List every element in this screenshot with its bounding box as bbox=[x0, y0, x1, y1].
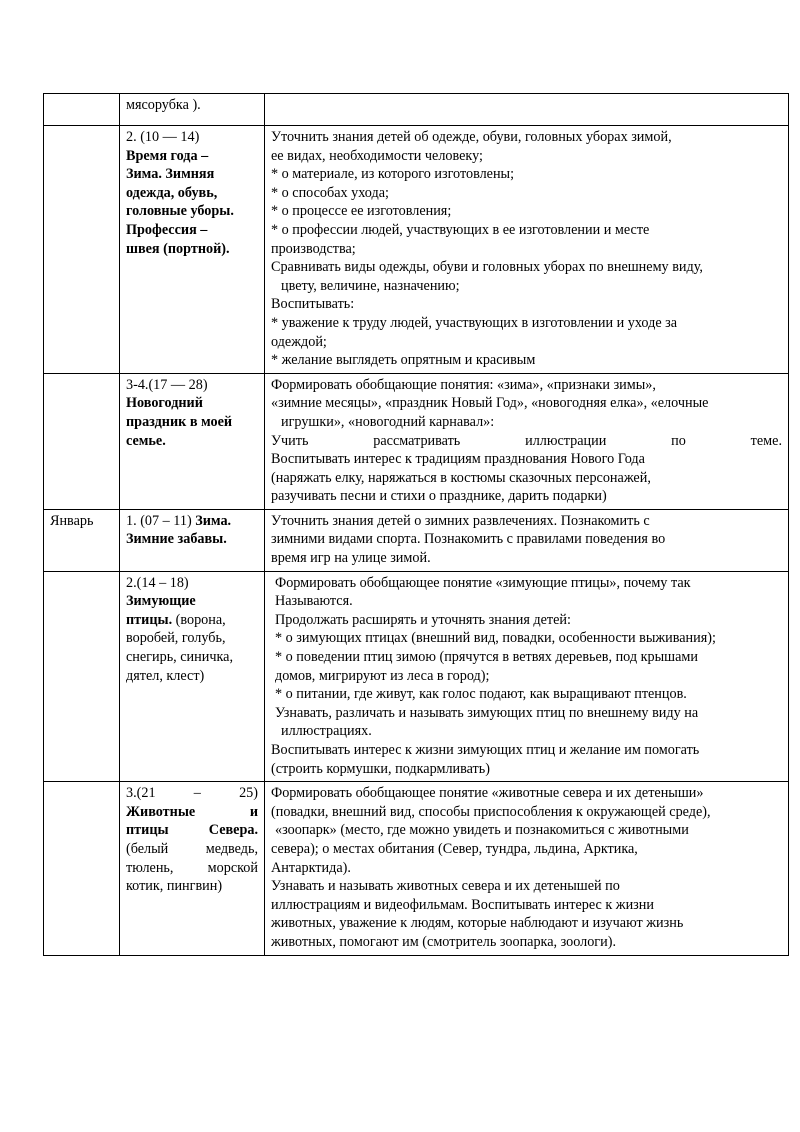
goal-line: цвету, величине, назначению; bbox=[281, 277, 460, 294]
topic-title: птицы Севера. bbox=[126, 822, 258, 839]
goal-line: Антарктида). bbox=[271, 859, 351, 876]
topic-cell bbox=[120, 126, 265, 374]
goal-line: Узнавать, различать и называть зимующих птиц по внешнему виду на bbox=[275, 704, 699, 721]
topic-title: Зима. bbox=[195, 512, 232, 529]
topic-title: семье. bbox=[126, 432, 166, 449]
goals-cell bbox=[265, 782, 789, 955]
topic-cell bbox=[120, 373, 265, 509]
goal-line: разучивать песни и стихи о празднике, дарить подарки) bbox=[271, 488, 607, 505]
month-cell bbox=[44, 509, 120, 571]
topic-cell bbox=[120, 509, 265, 571]
goal-line: Формировать обобщающее понятие «зимующие птицы», почему так bbox=[275, 574, 691, 591]
topic-text: тюлень, морской bbox=[126, 859, 258, 876]
goal-line: время игр на улице зимой. bbox=[271, 550, 431, 567]
goal-line: (строить кормушки, подкармливать) bbox=[271, 760, 490, 777]
goal-line: Уточнить знания детей об одежде, обуви, головных уборах зимой, bbox=[271, 129, 672, 145]
topic-dates: 2.(14 – 18) bbox=[126, 574, 189, 591]
topic-dates: 1. (07 – 11) bbox=[126, 512, 192, 529]
topic-title: птицы. bbox=[126, 611, 173, 628]
table-row bbox=[44, 126, 789, 374]
goal-line: производства; bbox=[271, 240, 356, 257]
goal-line: * о материале, из которого изготовлены; bbox=[271, 166, 515, 183]
month-cell bbox=[44, 782, 120, 955]
table-row bbox=[44, 94, 789, 126]
goal-line: Воспитывать интерес к жизни зимующих птиц и желание им помогать bbox=[271, 742, 700, 758]
topic-cell bbox=[120, 94, 265, 126]
table-row bbox=[44, 571, 789, 782]
topic-text: котик, пингвин) bbox=[126, 878, 223, 895]
topic-cell bbox=[120, 571, 265, 782]
goals-cell bbox=[265, 373, 789, 509]
goal-line: * о поведении птиц зимою (прячутся в ветвях деревьев, под крышами bbox=[275, 649, 698, 666]
goal-line: Формировать обобщающие понятия: «зима», «признаки зимы», bbox=[271, 376, 656, 393]
topic-title: одежда, обувь, bbox=[126, 184, 218, 201]
goals-cell bbox=[265, 571, 789, 782]
goals-cell bbox=[265, 94, 789, 126]
topic-title: Зимующие bbox=[126, 593, 196, 610]
lesson-plan-table bbox=[43, 93, 789, 956]
month-cell bbox=[44, 94, 120, 126]
goal-line: игрушки», «новогодний карнавал»: bbox=[281, 413, 495, 430]
topic-text: мясорубка ). bbox=[126, 97, 201, 113]
goal-line: Продолжать расширять и уточнять знания детей: bbox=[275, 611, 571, 628]
goal-line: * желание выглядеть опрятным и красивым bbox=[271, 352, 536, 369]
table-row bbox=[44, 509, 789, 571]
goal-line: * о профессии людей, участвующих в ее изготовлении и месте bbox=[271, 221, 650, 238]
goal-line: зимними видами спорта. Познакомить с правилами поведения во bbox=[271, 531, 666, 548]
topic-title: головные уборы. bbox=[126, 203, 234, 220]
topic-text: (ворона, bbox=[175, 611, 226, 628]
table-row bbox=[44, 782, 789, 955]
goal-line: * уважение к труду людей, участвующих в изготовлении и уходе за bbox=[271, 314, 678, 331]
topic-dates: 3-4.(17 — 28) bbox=[126, 376, 208, 393]
goal-line: ее видах, необходимости человеку; bbox=[271, 147, 483, 164]
goal-line: животных, уважение к людям, которые наблюдают и изучают жизнь bbox=[271, 915, 684, 932]
goal-line: одеждой; bbox=[271, 333, 327, 350]
topic-title: Зимние забавы. bbox=[126, 531, 227, 548]
month-cell bbox=[44, 571, 120, 782]
topic-text: снегирь, синичка, bbox=[126, 649, 233, 666]
month-cell bbox=[44, 126, 120, 374]
goal-line: Узнавать и называть животных севера и их детенышей по bbox=[271, 878, 620, 895]
topic-dates: 2. (10 — 14) bbox=[126, 129, 200, 145]
goal-line: иллюстрациях. bbox=[281, 723, 372, 740]
goal-line: Учить рассматривать иллюстрации по теме. bbox=[271, 432, 782, 449]
goal-line: * о способах ухода; bbox=[271, 184, 389, 201]
goal-line: Сравнивать виды одежды, обуви и головных уборах по внешнему виду, bbox=[271, 259, 703, 276]
goals-cell bbox=[265, 509, 789, 571]
month-cell bbox=[44, 373, 120, 509]
table-row bbox=[44, 373, 789, 509]
topic-dates: 3.(21 – 25) bbox=[126, 785, 258, 802]
topic-title: праздник в моей bbox=[126, 413, 233, 430]
goal-line: Формировать обобщающее понятие «животные севера и их детеныши» bbox=[271, 785, 704, 802]
month-label: Январь bbox=[50, 512, 94, 529]
topic-title: Зима. Зимняя bbox=[126, 166, 215, 183]
goal-line: (наряжать елку, наряжаться в костюмы сказочных персонажей, bbox=[271, 469, 651, 486]
goal-line: севера); о местах обитания (Север, тундра, льдина, Арктика, bbox=[271, 840, 638, 857]
topic-text: дятел, клест) bbox=[126, 667, 205, 684]
topic-title: Новогодний bbox=[126, 395, 203, 412]
goal-line: Называются. bbox=[275, 593, 353, 610]
goal-line: * о питании, где живут, как голос подают, как выращивают птенцов. bbox=[275, 686, 687, 703]
topic-title: Животные и bbox=[126, 803, 258, 820]
topic-title: Профессия – bbox=[126, 221, 208, 238]
topic-title: швея (портной). bbox=[126, 240, 230, 257]
topic-title: Время года – bbox=[126, 147, 209, 164]
topic-cell bbox=[120, 782, 265, 955]
goal-line: иллюстрациям и видеофильмам. Воспитывать интерес к жизни bbox=[271, 896, 654, 913]
goal-line: Уточнить знания детей о зимних развлечениях. Познакомить с bbox=[271, 512, 650, 529]
goal-line: «зоопарк» (место, где можно увидеть и познакомиться с животными bbox=[275, 822, 689, 839]
goal-line: (повадки, внешний вид, способы приспособления к окружающей среде), bbox=[271, 803, 711, 820]
goal-line: Воспитывать: bbox=[271, 296, 355, 313]
goal-line: животных, помогают им (смотритель зоопарка, зоологи). bbox=[271, 933, 616, 950]
goal-line: * о зимующих птицах (внешний вид, повадки, особенности выживания); bbox=[275, 630, 716, 647]
goal-line: домов, мигрируют из леса в город); bbox=[275, 667, 490, 684]
topic-text: воробей, голубь, bbox=[126, 630, 226, 647]
goal-line: Воспитывать интерес к традициям празднования Нового Года bbox=[271, 451, 645, 468]
topic-text: (белый медведь, bbox=[126, 840, 258, 857]
goals-cell bbox=[265, 126, 789, 374]
goal-line: * о процессе ее изготовления; bbox=[271, 203, 452, 220]
goal-line: «зимние месяцы», «праздник Новый Год», «новогодняя елка», «елочные bbox=[271, 395, 709, 412]
